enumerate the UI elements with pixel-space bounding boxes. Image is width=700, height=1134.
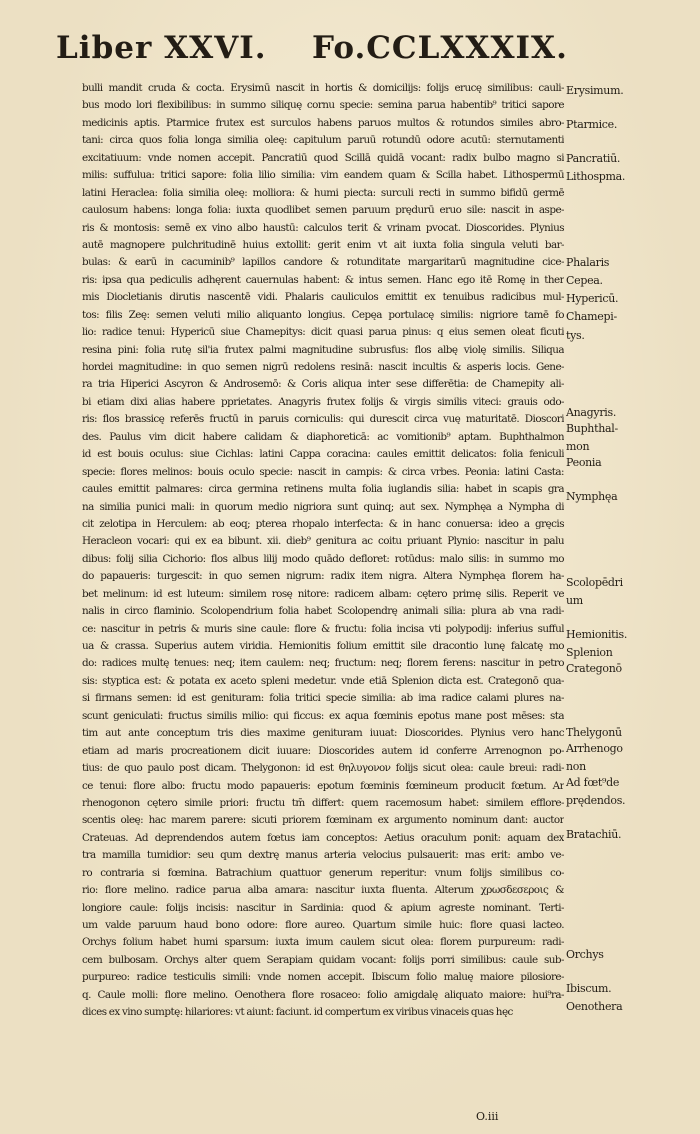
margin-note: Bratachiū. <box>566 828 622 841</box>
text-line: ua & crassa. Superius autem viridia. Hemionitis folium emittit sile dracontio lunę falcatę mo <box>82 640 564 652</box>
margin-note: Anagyris. <box>566 406 617 419</box>
text-line: do: radices multę tenues: neq; item caulem: neq; fructum: neq; florem ferens: nascitur in petro <box>82 657 564 670</box>
text-line: latini Heraclea: folia similia oleę: molliora: & humi piecta: surculi recti in summo bifidū germē <box>82 186 564 199</box>
text-line: bet melinum: id est luteum: similem rosę nitore: radicem albam: cętero primę silis. Reperit ve <box>82 587 564 600</box>
margin-note: Ptarmice. <box>566 118 618 131</box>
text-line: nalis in circo flaminio. Scolopendrium folia habet Scolopendrę animali silia: plura ab vna radi- <box>82 605 564 618</box>
text-line: na similia punici mali: in quorum medio nigriora sunt quinq; aut sex. Nymphęa a Nympha di <box>82 500 564 513</box>
text-line: ro contraria si fœmina. Batrachium quattuor generum reperitur: vnum folijs similibus co- <box>82 866 564 879</box>
main-text-column <box>82 80 564 1022</box>
margin-note: Buphthal- <box>566 422 618 435</box>
text-line: longiore caule: folijs incisis: nascitur in Sardinia: quod & apium agreste nominant. Terti- <box>82 901 564 914</box>
margin-note: Ad fœt⁹de <box>566 776 620 789</box>
text-line: caulosum habens: longa folia: iuxta quodlibet semen paruum prędurū eruo sile: nascit in aspe- <box>82 204 564 217</box>
margin-note: Arrhenogo <box>566 742 623 755</box>
margin-note: Oenothera <box>566 1000 623 1013</box>
margin-note: Ibiscum. <box>566 982 612 995</box>
text-line: dibus: folij silia Cichorio: flos albus lilij modo quādo defloret: rotūdus: malo silis: in summo mo <box>82 552 564 565</box>
margin-note: non <box>566 760 586 773</box>
text-line: ce tenui: flore albo: fructu modo papaueris: epotum fœminis fœmineum producit fœtum. Ar <box>82 779 564 792</box>
marginal-notes-column <box>566 80 696 1090</box>
text-line: cit zelotipa in Herculem: ab eoq; pterea rhopalo interfecta: & in hanc conuersa: ideo a gręcis <box>82 517 564 530</box>
margin-note: Thelygonū <box>566 726 622 739</box>
margin-note: Scolopēdri <box>566 576 623 589</box>
margin-note: Splenion <box>566 646 613 659</box>
text-line: ris: flos brassicę referēs fructū in paruis corniculis: qui durescit circa vuę maturitatē. Dioscori <box>82 413 564 426</box>
text-line: Orchys folium habet humi sparsum: iuxta imum caulem sicut olea: florem purpureum: radi- <box>82 936 564 949</box>
text-line: scentis oleę: hac marem parere: sicuti priorem fœminam ex argumento nominum dant: auctor <box>82 814 564 827</box>
margin-note: um <box>566 594 583 607</box>
margin-note: Erysimum. <box>566 84 624 97</box>
text-line: Crateuas. Ad deprendendos autem fœtus iam conceptos: Aetius oraculum ponit: aquam dex <box>82 831 564 844</box>
text-line: id est bouis oculus: siue Cichlas: latini Cappa coracina: caules emittit delicatos: folia feniculi <box>82 448 564 461</box>
text-line: bulli mandit cruda & cocta. Erysimū nascit in hortis & domicilijs: folijs erucę similibus: cauli- <box>82 82 564 94</box>
text-line: dices ex vino sumptę: hilariores: vt aiunt: faciunt. id compertum ex viribus vinaceis quas hęc <box>82 1006 513 1019</box>
signature-mark: O.iii <box>476 1110 499 1123</box>
text-line: bulas: & earū in cacuminib⁹ lapillos candore & rotunditate margaritarū magnitudine cice- <box>82 256 564 269</box>
text-line: resina pini: folia rutę sil'ia frutex palmi magnitudine subrusfus: flos albę violę similis. Siliqua <box>82 343 564 356</box>
text-line: q. Caule molli: flore melino. Oenothera flore rosaceo: folio amigdalę aliquato maiore: hui⁹ra- <box>82 988 564 1001</box>
text-line: sis: styptica est: & potata ex aceto spleni medetur. vnde etiā Splenion dicta est. Crategonō qua- <box>82 674 564 687</box>
text-line: ris: ipsa qua pediculis adhęrent cauernulas habent: & intus semen. Hanc ego itē Romę in ther <box>82 273 564 286</box>
text-line: tius: de quo paulo post dicam. Thelygonon: id est θηλυγονον folijs sicut olea: caule breui: radi- <box>82 762 564 775</box>
margin-note: Hypericū. <box>566 292 619 305</box>
margin-note: mon <box>566 440 590 453</box>
text-line: autē magnopere pulchritudinē huius extollit: gerit enim vt ait iuxta folia singula veluti bar- <box>82 238 564 251</box>
folio-number: Fo.CCLXXXIX. <box>312 30 568 66</box>
margin-note: Hemionitis. <box>566 628 628 641</box>
text-line: ra tria Hiperici Ascyron & Androsemō: & Coris aliqua inter sese differētia: de Chamepity ali- <box>82 378 564 391</box>
text-line: caules emittit palmares: circa germina retinens multa folia iuglandis silia: habet in scapis gra <box>82 483 564 496</box>
text-line: si firmans semen: id est genituram: folia tritici specie similia: ab ima radice calami plures na- <box>82 692 564 705</box>
margin-note: tys. <box>566 329 585 342</box>
margin-note: Peonia <box>566 456 602 469</box>
running-title: Liber XXVI. <box>56 30 267 66</box>
margin-note: Lithospma. <box>566 170 626 183</box>
text-line: specie: flores melinos: bouis oculo specie: nascit in campis: & circa vrbes. Peonia: latini Casta: <box>82 465 564 478</box>
text-line: lio: radice tenui: Hypericū siue Chamepitys: dicit quasi parua pinus: q eius semen oleat ficuti <box>82 326 564 339</box>
text-line: bi etiam dixi alias habere pprietates. Anagyris frutex folijs & virgis similis viteci: grauis odo- <box>82 395 564 408</box>
margin-note: prędendos. <box>566 794 626 807</box>
page-header <box>0 30 700 82</box>
margin-note: Crategonō <box>566 662 622 675</box>
margin-note: Orchys <box>566 948 604 961</box>
text-line: cem bulbosam. Orchys alter quem Serapiam quidam vocant: folijs porri similibus: caule sub- <box>82 953 564 966</box>
margin-note: Phalaris <box>566 256 610 269</box>
margin-note: Pancratiū. <box>566 152 621 165</box>
margin-note: Chamepi- <box>566 310 617 323</box>
text-line: um valde paruum haud bono odore: flore aureo. Quartum simile huic: flore quasi lacteo. <box>82 919 564 931</box>
text-line: bus modo lori flexibilibus: in summo siliquę cornu specie: semina parua habentib⁹ tritici sapore <box>82 99 564 112</box>
text-line: medicinis aptis. Ptarmice frutex est surculos habens paruos multos & rotundos similes abro- <box>82 116 564 129</box>
text-line: ris & montosis: semē ex vino albo haustū: calculos terit & vrinam pvocat. Dioscorides. Plynius <box>82 221 564 234</box>
text-line: scunt geniculati: fructus similis milio: qui ficcus: ex aqua fœminis epotus mane post mēses: sta <box>82 709 564 722</box>
text-line: excitatiuum: vnde nomen accepit. Pancratiū quod Scillā quidā vocant: radix bulbo magno si <box>82 151 564 164</box>
text-line: hordei magnitudine: in quo semen nigrū redolens resinā: nascit incultis & asperis locis. Gene- <box>82 361 564 373</box>
text-line: rhenogonon cętero simile priori: fructu tm̄ differt: quem racemosum habet: similem efflore- <box>82 796 564 809</box>
text-line: etiam ad maris procreationem dicit iuuare: Dioscorides autem id conferre Arrenognon po- <box>82 744 564 757</box>
text-line: mis Diocletianis dirutis nascentē vidi. Phalaris cauliculos emittit ex tenuibus radicibus mul- <box>82 291 564 304</box>
text-line: ce: nascitur in petris & muris sine caule: flore & fructu: folia incisa vti polypodij: inferius sufful <box>82 622 564 635</box>
margin-note: Cepea. <box>566 274 603 287</box>
text-line: purpureo: radice testiculis simili: vnde nomen accepit. Ibiscum folio maluę maiore pilosiore- <box>82 971 564 984</box>
text-line: rio: flore melino. radice parua alba amara: nascitur iuxta fluenta. Alterum χρωσδεσεροις & <box>82 884 564 897</box>
text-line: milis: suffulua: tritici sapore: folia lilio similia: vim eandem quam & Scilla habet. Lithospermū <box>82 169 564 182</box>
text-line: Heracleon vocari: qui ex ea bibunt. xii. dieb⁹ genitura ac coitu priuant Plynio: nascitur in palu <box>82 535 564 548</box>
text-line: tani: circa quos folia longa similia oleę: capitulum paruū rotundū odore acutū: sternutamenti <box>82 134 564 147</box>
text-line: tra mamilla tumidior: seu qum dextrę manus arteria velocius pulsauerit: mas erit: ambo ve- <box>82 849 564 862</box>
text-line: des. Paulus vim dicit habere calidam & diaphoreticā: ac vomitionib⁹ aptam. Buphthalmon <box>82 430 564 443</box>
margin-note: Nymphęa <box>566 490 618 503</box>
text-line: do papaueris: turgescit: in quo semen nigrum: radix item nigra. Altera Nymphęa florem ha- <box>82 570 564 583</box>
text-line: tos: filis Zeę: semen veluti milio aliquanto longius. Cepęa portulacę similis: nigriore tamē fo <box>82 308 564 321</box>
text-line: tim aut ante conceptum tris dies maxime genituram iuuat: Dioscorides. Plynius vero hanc <box>82 727 564 740</box>
